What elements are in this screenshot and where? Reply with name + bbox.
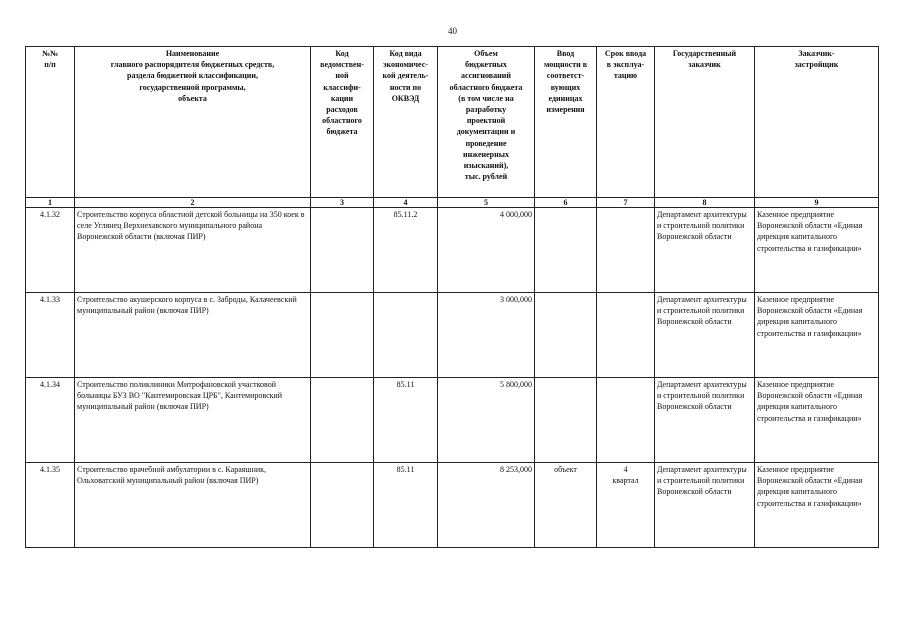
row-number: 4.1.32 [26, 208, 75, 293]
header-cell-okved: Код вида экономичес- кой деятель- ности по ОКВЭД [374, 47, 438, 198]
header-row [26, 47, 879, 198]
dept-code [311, 208, 374, 293]
capacity [535, 208, 597, 293]
budget-amount: 3 000,000 [438, 293, 535, 378]
state-customer: Департамент архитектуры и строительной политики Воронежской области [655, 463, 755, 548]
commissioning-term [597, 208, 655, 293]
column-number: 2 [75, 198, 311, 208]
capacity [535, 293, 597, 378]
column-number: 6 [535, 198, 597, 208]
column-number: 3 [311, 198, 374, 208]
customer-developer: Казенное предприятие Воронежской области «Единая дирекция капитального строительства и газификации» [755, 463, 879, 548]
table-row [26, 208, 879, 293]
budget-amount: 4 000,000 [438, 208, 535, 293]
header-cell-customer: Государственный заказчик [655, 47, 755, 198]
okved-code [374, 293, 438, 378]
column-number: 8 [655, 198, 755, 208]
customer-developer: Казенное предприятие Воронежской области «Единая дирекция капитального строительства и газификации» [755, 378, 879, 463]
capacity [535, 378, 597, 463]
table-row [26, 293, 879, 378]
okved-code: 85.11 [374, 463, 438, 548]
dept-code [311, 378, 374, 463]
object-name: Строительство корпуса областной детской больницы на 350 коек в селе Углянец Верхнехавского муниципального района Воронежской области (включая ПИР) [75, 208, 311, 293]
column-number: 4 [374, 198, 438, 208]
budget-amount: 5 800,000 [438, 378, 535, 463]
header-cell-dept-code: Код ведомствен- ной классифи- кации расходов областного бюджета [311, 47, 374, 198]
column-number: 5 [438, 198, 535, 208]
header-cell-developer: Заказчик- застройщик [755, 47, 879, 198]
state-customer: Департамент архитектуры и строительной политики Воронежской области [655, 293, 755, 378]
column-number: 9 [755, 198, 879, 208]
state-customer: Департамент архитектуры и строительной политики Воронежской области [655, 378, 755, 463]
customer-developer: Казенное предприятие Воронежской области «Единая дирекция капитального строительства и газификации» [755, 208, 879, 293]
state-customer: Департамент архитектуры и строительной политики Воронежской области [655, 208, 755, 293]
okved-code: 85.11.2 [374, 208, 438, 293]
row-number: 4.1.34 [26, 378, 75, 463]
column-number: 1 [26, 198, 75, 208]
object-name: Строительство акушерского корпуса в с. Заброды, Калачеевский муниципальный район (включая ПИР) [75, 293, 311, 378]
table-row [26, 378, 879, 463]
column-number-row [26, 198, 879, 208]
column-number: 7 [597, 198, 655, 208]
header-cell-term: Срок ввода в эксплуа- тацию [597, 47, 655, 198]
object-name: Строительство врачебной амбулатории в с. Караяшник, Ольховатский муниципальный район (включая ПИР) [75, 463, 311, 548]
commissioning-term [597, 378, 655, 463]
budget-amount: 8 253,000 [438, 463, 535, 548]
capacity: объект [535, 463, 597, 548]
dept-code [311, 463, 374, 548]
commissioning-term: 4 квартал [597, 463, 655, 548]
dept-code [311, 293, 374, 378]
page-number: 40 [448, 26, 457, 36]
header-cell-amount: Объем бюджетных ассигнований областного бюджета (в том числе на разработку проектной документации и проведение инженерных изысканий), тыс. рублей [438, 47, 535, 198]
okved-code: 85.11 [374, 378, 438, 463]
header-cell-number: №№ п/п [26, 47, 75, 198]
table-row [26, 463, 879, 548]
object-name: Строительство поликлиники Митрофановской участковой больницы БУЗ ВО "Кантемировская ЦРБ", Кантемировский муниципальный район (включая ПИР) [75, 378, 311, 463]
header-cell-capacity: Ввод мощности в соответст- вующих единицах измерения [535, 47, 597, 198]
commissioning-term [597, 293, 655, 378]
header-cell-name: Наименование главного распорядителя бюджетных средств, раздела бюджетной классификации, государственной программы, объекта [75, 47, 311, 198]
budget-table [25, 46, 879, 548]
customer-developer: Казенное предприятие Воронежской области «Единая дирекция капитального строительства и газификации» [755, 293, 879, 378]
row-number: 4.1.35 [26, 463, 75, 548]
row-number: 4.1.33 [26, 293, 75, 378]
